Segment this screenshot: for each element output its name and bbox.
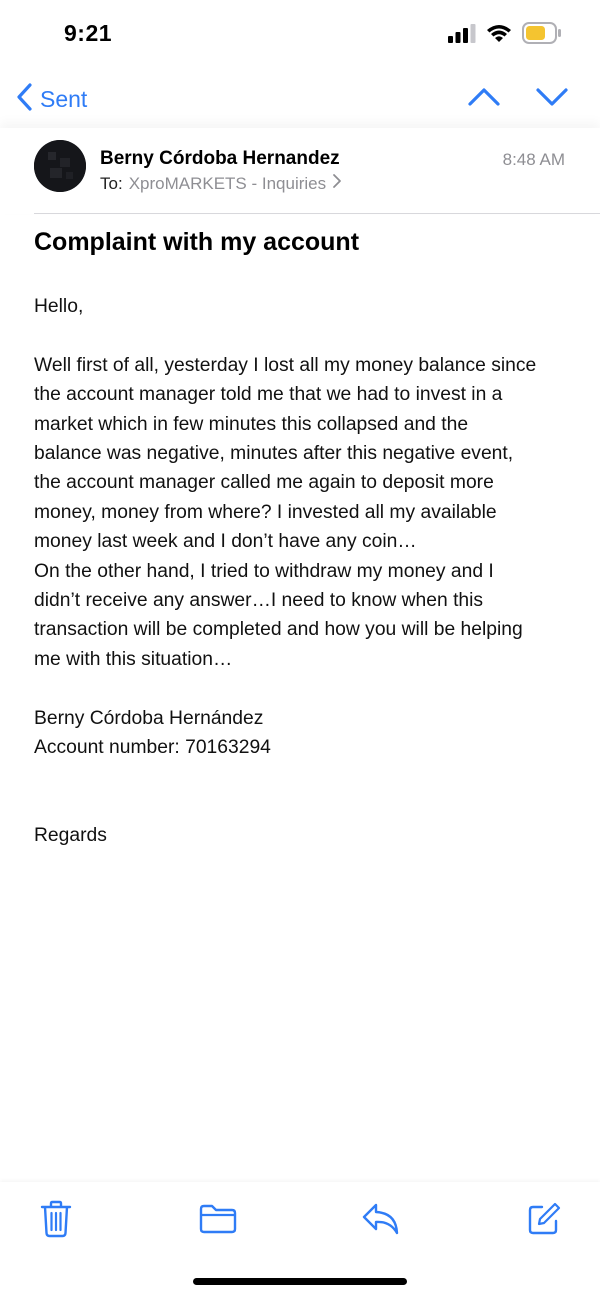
home-indicator[interactable] bbox=[193, 1278, 407, 1285]
compose-button[interactable] bbox=[527, 1202, 561, 1241]
recipient-name[interactable]: XproMARKETS - Inquiries bbox=[128, 173, 327, 193]
header-divider bbox=[34, 213, 600, 214]
body-line: market which in few minutes this collapsed and the bbox=[34, 413, 469, 435]
chevron-right-icon bbox=[332, 173, 342, 194]
battery-icon bbox=[522, 22, 562, 49]
status-icons bbox=[448, 22, 562, 49]
folder-icon bbox=[199, 1221, 237, 1238]
wifi-icon bbox=[486, 23, 512, 48]
chevron-down-icon bbox=[535, 99, 569, 116]
body-line: the account manager told me that we had to invest in a bbox=[34, 384, 503, 406]
message-header bbox=[0, 128, 600, 214]
status-bar bbox=[0, 0, 600, 66]
message-body bbox=[34, 292, 574, 851]
back-button[interactable] bbox=[16, 82, 87, 117]
body-line: On the other hand, I tried to withdraw my money and I bbox=[34, 560, 494, 582]
account-number: Account number: 70163294 bbox=[34, 737, 271, 759]
body-line: Well first of all, yesterday I lost all my money balance since bbox=[34, 354, 537, 376]
compose-icon bbox=[527, 1223, 561, 1240]
recipient-row[interactable] bbox=[100, 173, 342, 194]
avatar[interactable] bbox=[34, 140, 86, 192]
move-to-folder-button[interactable] bbox=[199, 1204, 237, 1239]
next-message-button[interactable] bbox=[535, 82, 569, 117]
message-time: 8:48 AM bbox=[502, 150, 565, 169]
closing: Regards bbox=[34, 825, 107, 847]
body-line: transaction will be completed and how you will be helping bbox=[34, 619, 523, 641]
greeting: Hello, bbox=[34, 296, 84, 317]
body-line: money, money from where? I invested all my available bbox=[34, 501, 497, 523]
status-time: 9:21 bbox=[64, 20, 113, 46]
cellular-signal-icon bbox=[448, 23, 476, 48]
trash-icon bbox=[40, 1225, 72, 1242]
body-line: didn’t receive any answer…I need to know when this bbox=[34, 590, 484, 612]
message-subject: Complaint with my account bbox=[34, 228, 360, 256]
chevron-up-icon bbox=[467, 99, 501, 116]
body-line: money last week and I don’t have any coin… bbox=[34, 531, 417, 553]
chevron-left-icon bbox=[16, 82, 32, 117]
body-line: the account manager called me again to deposit more bbox=[34, 472, 494, 494]
navigation-bar bbox=[0, 66, 600, 128]
sender-name[interactable]: Berny Córdoba Hernandez bbox=[100, 148, 340, 169]
signature-name: Berny Córdoba Hernández bbox=[34, 707, 264, 729]
previous-message-button[interactable] bbox=[467, 82, 501, 117]
back-button-label: Sent bbox=[40, 86, 88, 112]
to-label: To: bbox=[100, 173, 123, 193]
reply-icon bbox=[362, 1223, 400, 1240]
body-line: me with this situation… bbox=[34, 648, 233, 670]
delete-button[interactable] bbox=[40, 1200, 72, 1243]
body-line: balance was negative, minutes after this negative event, bbox=[34, 443, 514, 465]
reply-button[interactable] bbox=[362, 1202, 400, 1241]
